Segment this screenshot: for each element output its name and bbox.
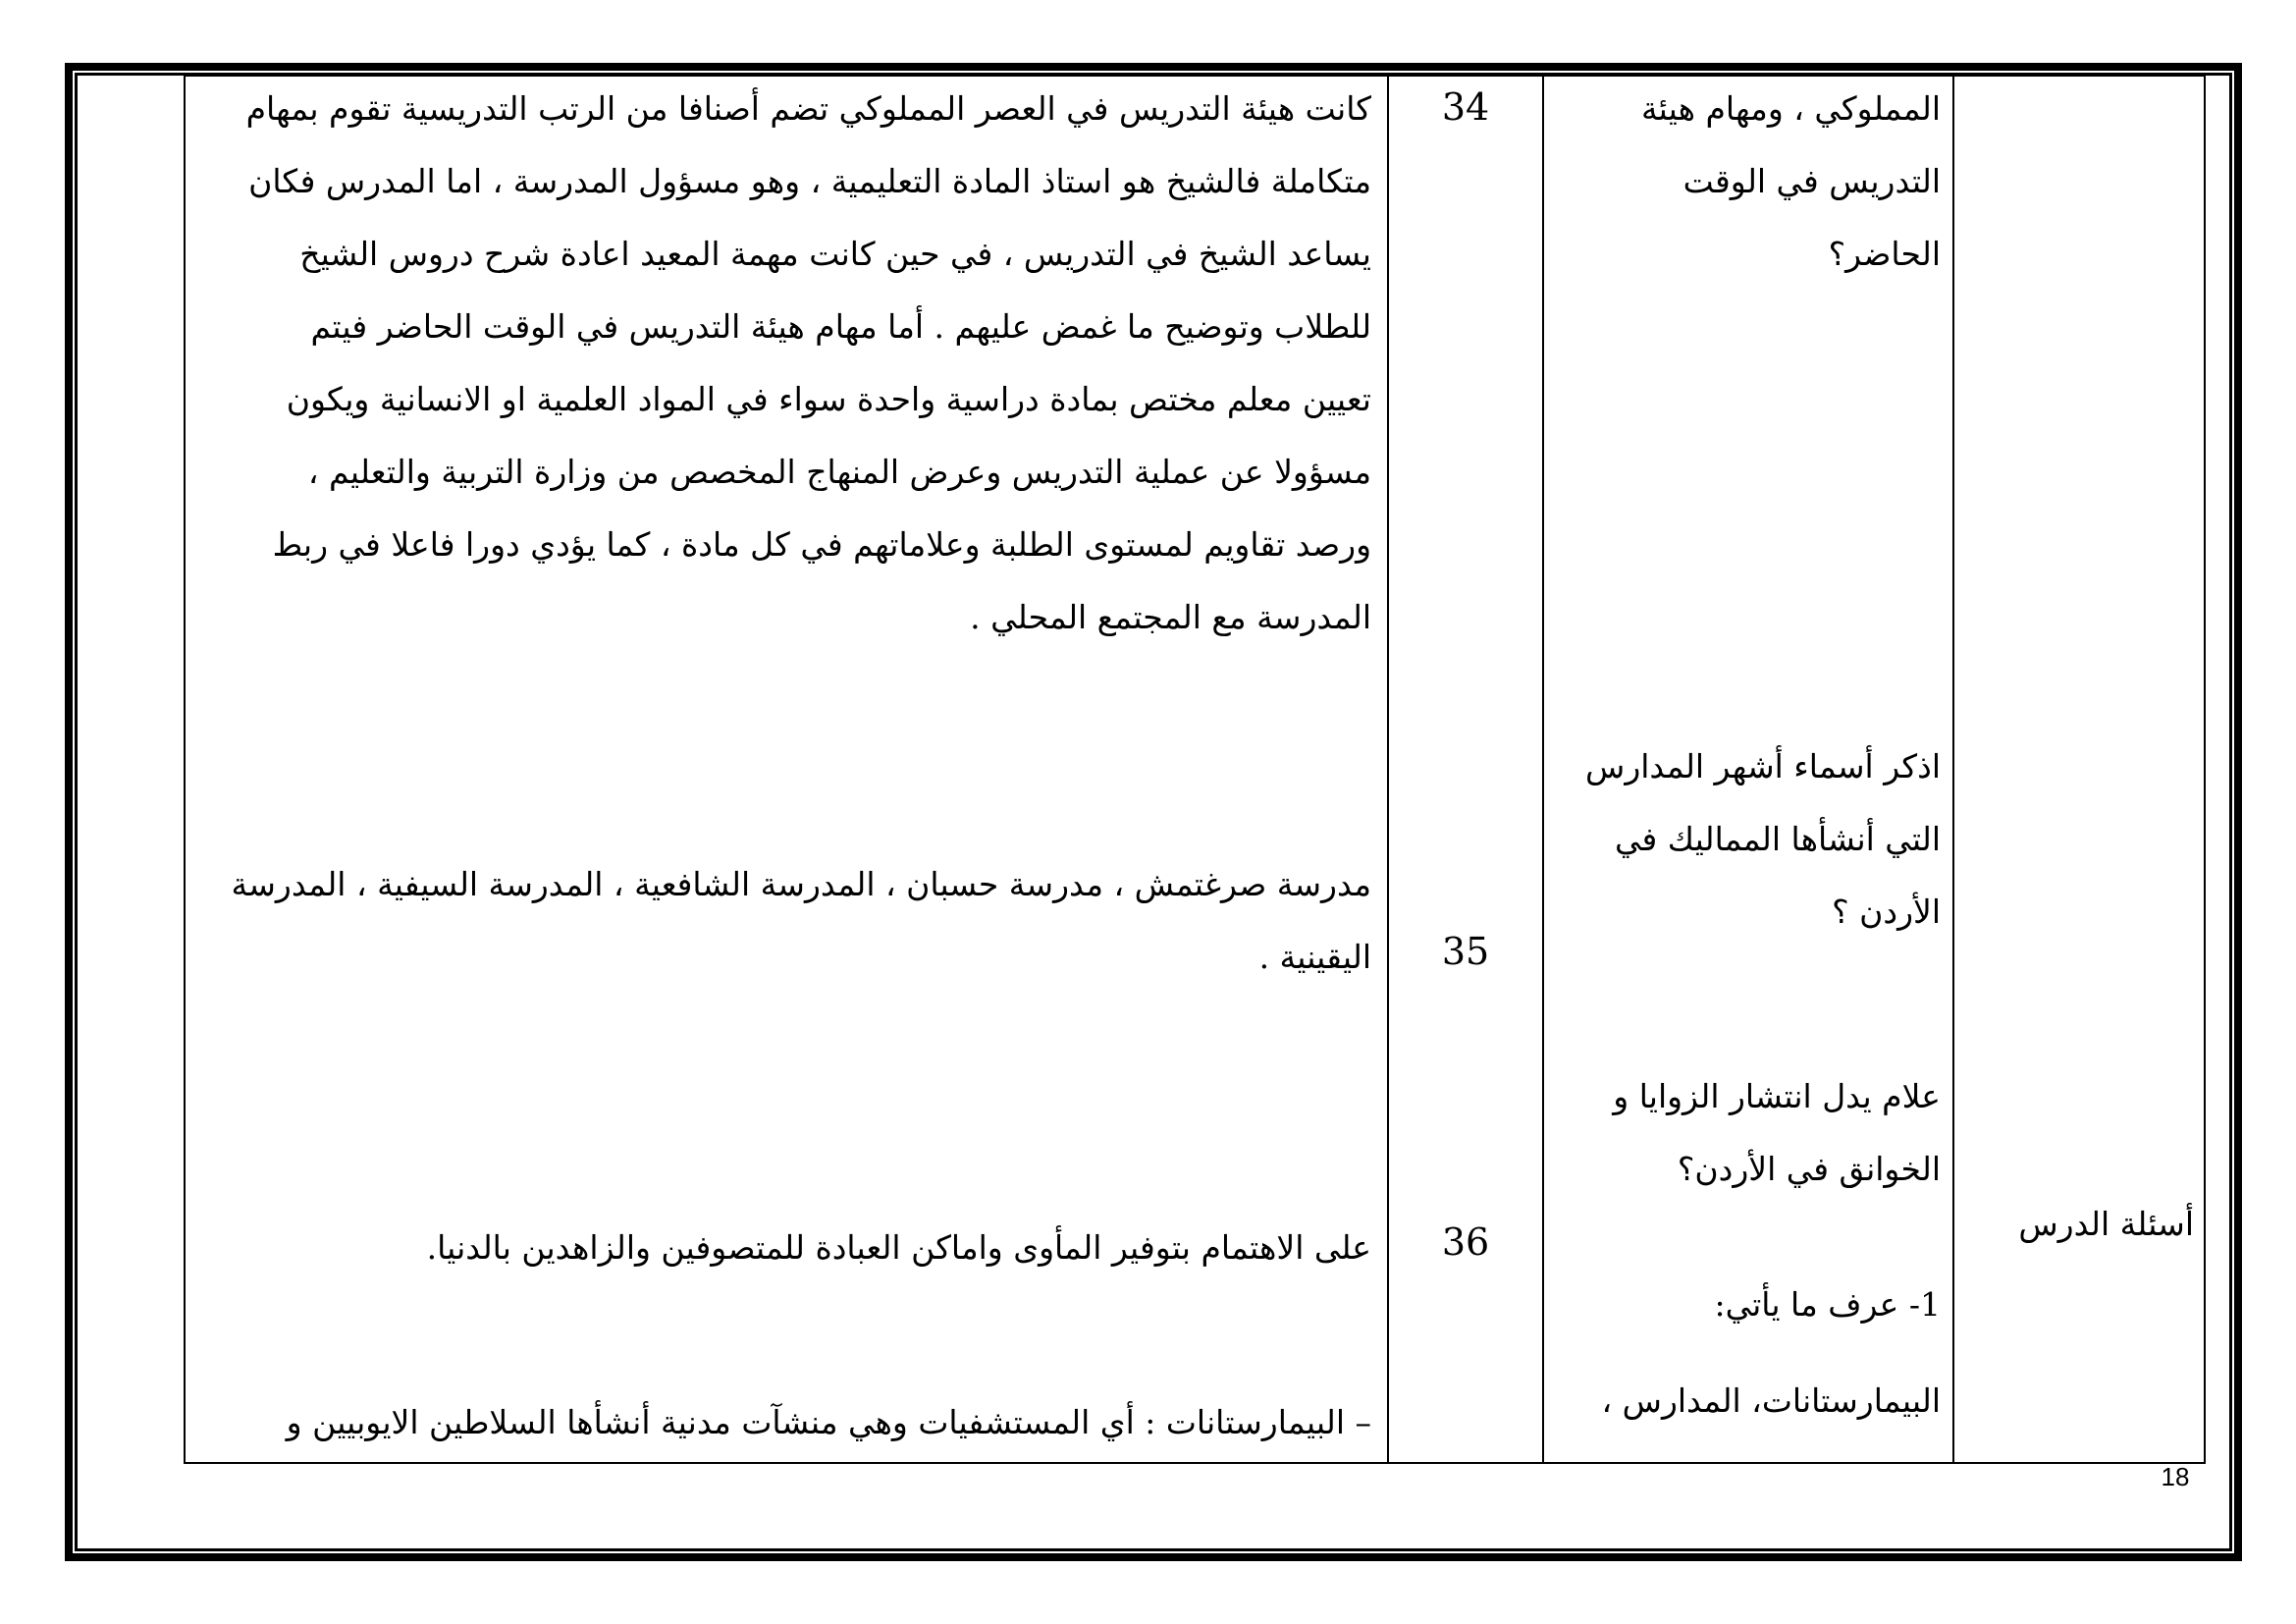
question-line: الحاضر؟	[1828, 235, 1941, 273]
answer-line: كانت هيئة التدريس في العصر المملوكي تضم أصنافا من الرتب التدريسية تقوم بمهام	[245, 89, 1371, 128]
answer-line: للطلاب وتوضيح ما غمض عليهم . أما مهام هيئة التدريس في الوقت الحاضر فيتم	[310, 307, 1371, 346]
question-number: 36	[1441, 1220, 1490, 1264]
answers-cell	[185, 76, 1388, 1463]
question-number: 34	[1441, 85, 1490, 129]
answer-line: المدرسة مع المجتمع المحلي .	[970, 598, 1371, 636]
answer-line: – البيمارستانات : أي المستشفيات وهي منشآت مدنية أنشأها السلاطين الايوبيين و	[286, 1403, 1371, 1441]
answer-line: ورصد تقاويم لمستوى الطلبة وعلاماتهم في كل مادة ، كما يؤدي دورا فاعلا في ربط	[272, 525, 1371, 564]
question-2	[1552, 731, 1941, 948]
question-4	[1552, 1269, 1941, 1437]
answer-line: على الاهتمام بتوفير المأوى واماكن العبادة للمتصوفين والزاهدين بالدنيا.	[426, 1228, 1371, 1267]
answer-3	[197, 1212, 1371, 1284]
questions-cell	[1543, 76, 1953, 1463]
question-line: الأردن ؟	[1832, 893, 1941, 931]
answer-1	[197, 73, 1371, 654]
answer-line: اليقينية .	[1258, 938, 1371, 976]
question-line: 1- عرف ما يأتي:	[1714, 1285, 1941, 1324]
page-number: 18	[2161, 1462, 2190, 1491]
question-3	[1552, 1060, 1941, 1206]
question-line: المملوكي ، ومهام هيئة	[1640, 89, 1941, 128]
question-number: 35	[1441, 930, 1490, 973]
question-line: التي أنشأها المماليك في	[1615, 820, 1941, 858]
section-label: أسئلة الدرس	[2018, 1205, 2194, 1243]
question-line: التدريس في الوقت	[1682, 162, 1941, 200]
answer-line: مسؤولا عن عملية التدريس وعرض المنهاج المخصص من وزارة التربية والتعليم ،	[307, 453, 1371, 491]
question-line: الخوانق في الأردن؟	[1677, 1150, 1941, 1188]
answer-line: مدرسة صرغتمش ، مدرسة حسبان ، المدرسة الشافعية ، المدرسة السيفية ، المدرسة	[231, 865, 1371, 903]
question-line: علام يدل انتشار الزوايا و	[1613, 1077, 1941, 1115]
question-1	[1552, 73, 1941, 291]
answer-line: متكاملة فالشيخ هو استاذ المادة التعليمية ، وهو مسؤول المدرسة ، اما المدرس فكان	[248, 162, 1371, 200]
lesson-questions-table	[184, 75, 2206, 1464]
numbers-cell	[1388, 76, 1543, 1463]
answer-line: تعيين معلم مختص بمادة دراسية واحدة سواء في المواد العلمية او الانسانية ويكون	[286, 380, 1371, 418]
section-label-cell	[1953, 76, 2205, 1463]
question-line: اذكر أسماء أشهر المدارس	[1585, 747, 1941, 785]
answer-2	[197, 848, 1371, 994]
answer-4	[197, 1386, 1371, 1459]
question-line: البيمارستانات، المدارس ،	[1601, 1381, 1941, 1420]
answer-line: يساعد الشيخ في التدريس ، في حين كانت مهمة المعيد اعادة شرح دروس الشيخ	[299, 235, 1371, 273]
